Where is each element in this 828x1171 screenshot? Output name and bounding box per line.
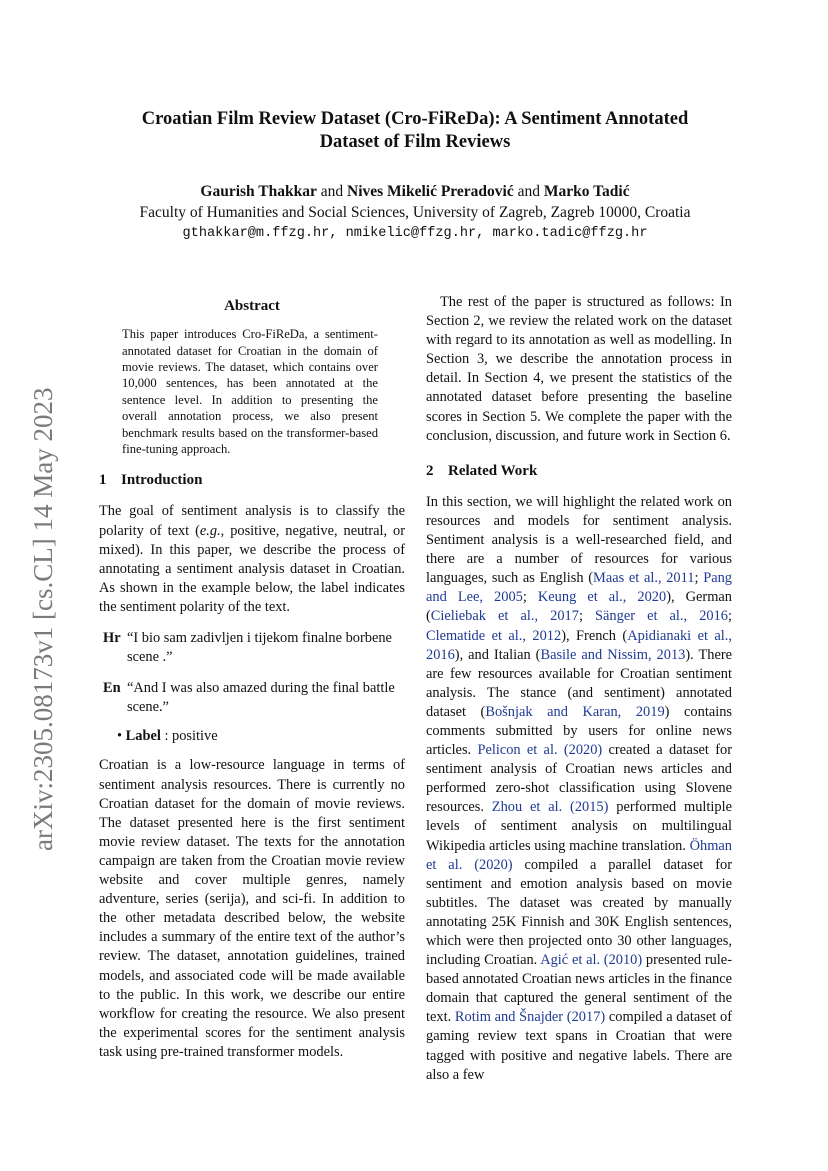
- structure-paragraph: The rest of the paper is structured as follows: In Section 2, we review the related work on the dataset with regard to its annotation as well as modelling. In Section 3, we describe the annotation process in detail. In Section 4, we present the statistics of the annotated dataset before presenting the baseline scores in Section 5. We complete the paper with the conclusion, discussion, and future work in Section 6.: [426, 294, 732, 444]
- rw-text-3: ), French (: [561, 627, 628, 644]
- author-sep-1: and: [320, 183, 344, 200]
- intro-p1-part-b: , positive, negative, neutral, or mixed). In this paper, we describe the process of annotating a sentiment analysis dataset in Croatian. As shown in the example below, the label indicates the sentiment polarity of the text.: [99, 522, 405, 615]
- rw-sep: ;: [694, 570, 704, 587]
- rw-text-5: ). There are few resources available for Croatian sentiment analysis. The stance (and sentiment) annotated dataset (: [426, 646, 733, 720]
- section-1-number: 1: [99, 472, 107, 489]
- arxiv-stamp: [16, 355, 64, 855]
- rw-text-1: In this section, we will highlight the related work on resources and models for sentiment analysis. Sentiment analysis is a well-researched field, and there are a number of resources for various languages, such as English (: [426, 493, 732, 587]
- citation-link[interactable]: Pelicon et al. (2020): [477, 742, 603, 759]
- citation-link[interactable]: Apidianaki et al., 2016: [426, 627, 732, 663]
- author-3: Marko Tadić: [543, 183, 630, 200]
- paper-title: [100, 108, 730, 154]
- example-croatian: [99, 629, 405, 667]
- author-sep-2: and: [517, 183, 540, 200]
- rw-sep: ;: [578, 608, 596, 625]
- section-2-title: Related Work: [448, 462, 538, 479]
- rw-text-4: ), and Italian (: [454, 646, 541, 663]
- section-2-number: 2: [426, 462, 434, 479]
- right-column: [426, 293, 732, 1085]
- rw-text-2: ), German (: [426, 589, 732, 625]
- title-line-1: Croatian Film Review Dataset (Cro-FiReDa): A Sentiment Annotated: [141, 109, 689, 129]
- rw-sep: ;: [728, 608, 732, 625]
- left-column: [99, 293, 405, 1062]
- example-english-lang: En: [103, 680, 121, 697]
- citation-link[interactable]: Pang and Lee, 2005: [426, 570, 732, 606]
- abstract-text: This paper introduces Cro-FiReDa, a sentiment-annotated dataset for Croatian in the domain of movie reviews. The dataset, which contains over 10,000 sentences, has been annotated at the sentence level. In addition to presenting the overall annotation process, we also present benchmark results based on the transformer-based fine-tuning approach.: [122, 327, 378, 456]
- citation-link[interactable]: Zhou et al. (2015): [491, 799, 609, 816]
- example-english-text: “And I was also amazed during the final battle scene.”: [127, 680, 395, 716]
- author-1: Gaurish Thakkar: [200, 183, 317, 200]
- author-emails[interactable]: gthakkar@m.ffzg.hr, nmikelic@ffzg.hr, marko.tadic@ffzg.hr: [182, 226, 648, 241]
- affiliation: Faculty of Humanities and Social Sciences, University of Zagreb, Zagreb 10000, Croatia: [139, 204, 691, 221]
- label-value: : positive: [160, 728, 218, 745]
- rw-text-6: ) contains comments submitted by users for online news articles.: [426, 703, 733, 759]
- citation-link[interactable]: Clematide et al., 2012: [426, 627, 562, 644]
- author-names: [90, 181, 740, 202]
- section-1-heading: [99, 471, 405, 490]
- section-2-heading: [426, 462, 732, 481]
- author-2: Nives Mikelić Preradović: [347, 183, 514, 200]
- abstract-heading: Abstract: [224, 298, 280, 314]
- intro-paragraph-1: [99, 502, 405, 617]
- rw-text-8: performed multiple levels of sentiment analysis on multilingual Wikipedia articles using machine translation.: [426, 799, 732, 854]
- example-croatian-text: “I bio sam zadivljen i tijekom finalne borbene scene .”: [127, 630, 392, 666]
- citation-link[interactable]: Maas et al., 2011: [593, 570, 695, 587]
- example-label: [117, 727, 405, 746]
- arxiv-stamp-text: arXiv:2305.08173v1 [cs.CL] 14 May 2023: [28, 387, 58, 851]
- intro-p1-eg: e.g.: [199, 522, 221, 539]
- citation-link[interactable]: Keung et al., 2020: [537, 589, 667, 606]
- example-english: [99, 679, 405, 717]
- intro-paragraph-2: Croatian is a low-resource language in terms of sentiment analysis resources. There is currently no Croatian dataset for the domain of movie reviews. The dataset presented here is the first sentiment movie review dataset. The texts for the annotation campaign are taken from the Croatian movie review website and cover multiple genres, namely adventure, series (serija), and sci-fi. In addition to the other metadata described below, the website includes a summary of the entire text of the author’s review. The dataset, annotation guidelines, trained models, and associated code will be made available to the public. In this work, we describe our entire workflow for creating the resource. We also present the experimental scores for the sentiment analysis task using pre-trained transformer models.: [99, 757, 405, 1060]
- rw-text-11: compiled a dataset of gaming review text spans in Croatian that were tagged with positive and negative labels. There are also a few: [426, 1009, 732, 1083]
- rw-text-10: presented rule-based annotated Croatian news articles in the finance domain that captured the general sentiment of the text.: [426, 952, 732, 1026]
- rw-sep: ;: [522, 589, 538, 606]
- rw-text-7: created a dataset for sentiment analysis of Croatian news articles and performed zero-shot classification using Slovene resources.: [426, 742, 732, 816]
- citation-link[interactable]: Bošnjak and Karan, 2019: [485, 703, 665, 720]
- example-croatian-lang: Hr: [103, 630, 121, 646]
- label-key: Label: [125, 728, 161, 745]
- citation-link[interactable]: Cieliebak et al., 2017: [430, 608, 579, 625]
- citation-link[interactable]: Sänger et al., 2016: [595, 608, 728, 625]
- citation-link[interactable]: Rotim and Šnajder (2017): [454, 1009, 606, 1026]
- section-1-title: Introduction: [121, 472, 203, 489]
- citation-link[interactable]: Basile and Nissim, 2013: [540, 646, 686, 663]
- related-work-paragraph: [426, 493, 732, 1085]
- author-block: [90, 181, 740, 244]
- rw-text-9: compiled a parallel dataset for sentiment and emotion analysis based on movie subtitles. The dataset was created by manually annotating 25K Finnish and 30K English sentences, which were then projected onto 30 other languages, including Croatian.: [426, 856, 732, 969]
- bullet-icon: •: [117, 728, 123, 745]
- intro-p1-part-a: The goal of sentiment analysis is to classify the polarity of text (: [99, 503, 405, 539]
- citation-link[interactable]: Öhman et al. (2020): [426, 837, 732, 873]
- title-line-2: Dataset of Film Reviews: [319, 132, 511, 152]
- citation-link[interactable]: Agić et al. (2010): [540, 952, 643, 969]
